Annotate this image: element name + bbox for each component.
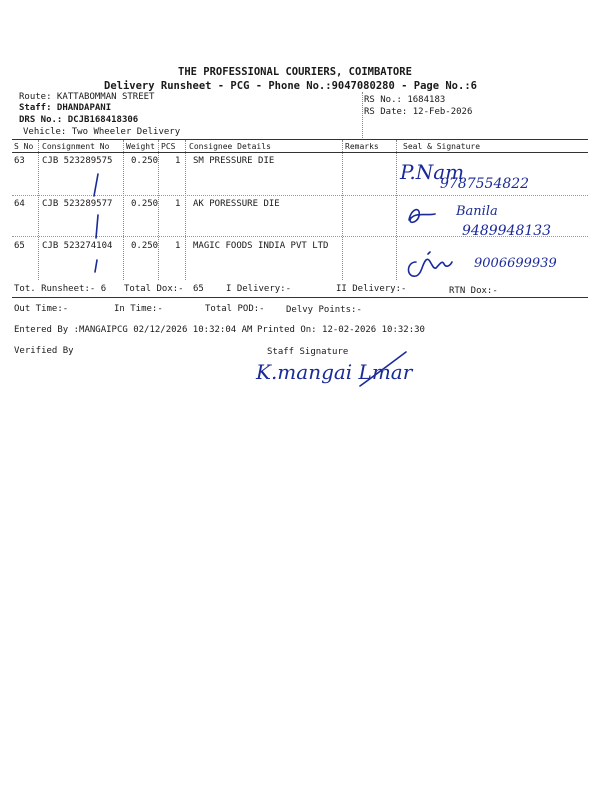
verified-by: Verified By <box>14 346 74 356</box>
row-consignment: CJB 523289575 <box>42 156 113 166</box>
out-time: Out Time:- <box>14 304 69 314</box>
row3-signature-scribble <box>402 250 472 285</box>
staff-signature-label: Staff Signature <box>267 347 349 357</box>
row-sno: 63 <box>14 156 25 166</box>
row-pcs: 1 <box>175 156 181 166</box>
col-sno: S No <box>14 142 34 151</box>
delvy-points: Delvy Points:- <box>286 305 362 315</box>
row-consignee: AK PORESSURE DIE <box>193 199 280 209</box>
row-weight: 0.250 <box>131 199 159 209</box>
row3-signature-phone: 9006699939 <box>474 256 557 271</box>
rs-number: RS No.: 1684183 <box>364 95 446 105</box>
drs-number: DRS No.: DCJB168418306 <box>19 115 139 125</box>
total-dox-label: Total Dox:- <box>124 284 184 294</box>
row-pcs: 1 <box>175 241 181 251</box>
printed-on: Printed On: 12-02-2026 10:32:30 <box>257 325 425 335</box>
row-consignee: SM PRESSURE DIE <box>193 156 275 166</box>
col-remarks: Remarks <box>345 142 379 151</box>
row1-signature-phone: 9787554822 <box>440 176 530 192</box>
tick-marks <box>0 0 600 300</box>
row2-signature-phone: 9489948133 <box>462 223 552 239</box>
row2-signature-name: Banila <box>456 204 498 219</box>
staff: Staff: DHANDAPANI <box>19 103 112 113</box>
row-consignment: CJB 523289577 <box>42 199 113 209</box>
tot-runsheet: Tot. Runsheet:- 6 <box>14 284 107 294</box>
entered-by: Entered By :MANGAIPCG 02/12/2026 10:32:04 AM <box>14 325 253 335</box>
totals-rule <box>12 297 588 298</box>
staff-signature: K.mangai Lmar <box>256 360 413 384</box>
col-seal: Seal & Signature <box>403 142 481 151</box>
row-consignee: MAGIC FOODS INDIA PVT LTD <box>193 241 329 251</box>
row-sno: 64 <box>14 199 25 209</box>
row-sno: 65 <box>14 241 25 251</box>
col-consignee: Consignee Details <box>189 142 271 151</box>
i-delivery: I Delivery:- <box>226 284 292 294</box>
rs-date: RS Date: 12-Feb-2026 <box>364 107 473 117</box>
col-pcs: PCS <box>161 142 176 151</box>
row-weight: 0.250 <box>131 156 159 166</box>
route: Route: KATTABOMMAN STREET <box>19 92 155 102</box>
runsheet-title: Delivery Runsheet - PCG - Phone No.:9047080280 - Page No.:6 <box>104 80 477 92</box>
row-consignment: CJB 523274104 <box>42 241 113 251</box>
total-dox-value: 65 <box>193 284 204 294</box>
col-consignment: Consignment No <box>42 142 110 151</box>
row-weight: 0.250 <box>131 241 159 251</box>
vehicle: Vehicle: Two Wheeler Delivery <box>23 127 181 137</box>
ii-delivery: II Delivery:- <box>336 284 407 294</box>
rtn-dox: RTN Dox:- <box>449 286 498 296</box>
row1-signature-name: P.Nam <box>400 160 465 184</box>
in-time: In Time:- <box>114 304 163 314</box>
total-pod: Total POD:- <box>205 304 265 314</box>
col-weight: Weight <box>126 142 155 151</box>
company-name: THE PROFESSIONAL COURIERS, COIMBATORE <box>178 66 412 78</box>
row-pcs: 1 <box>175 199 181 209</box>
staff-signature-flourish <box>300 350 420 390</box>
